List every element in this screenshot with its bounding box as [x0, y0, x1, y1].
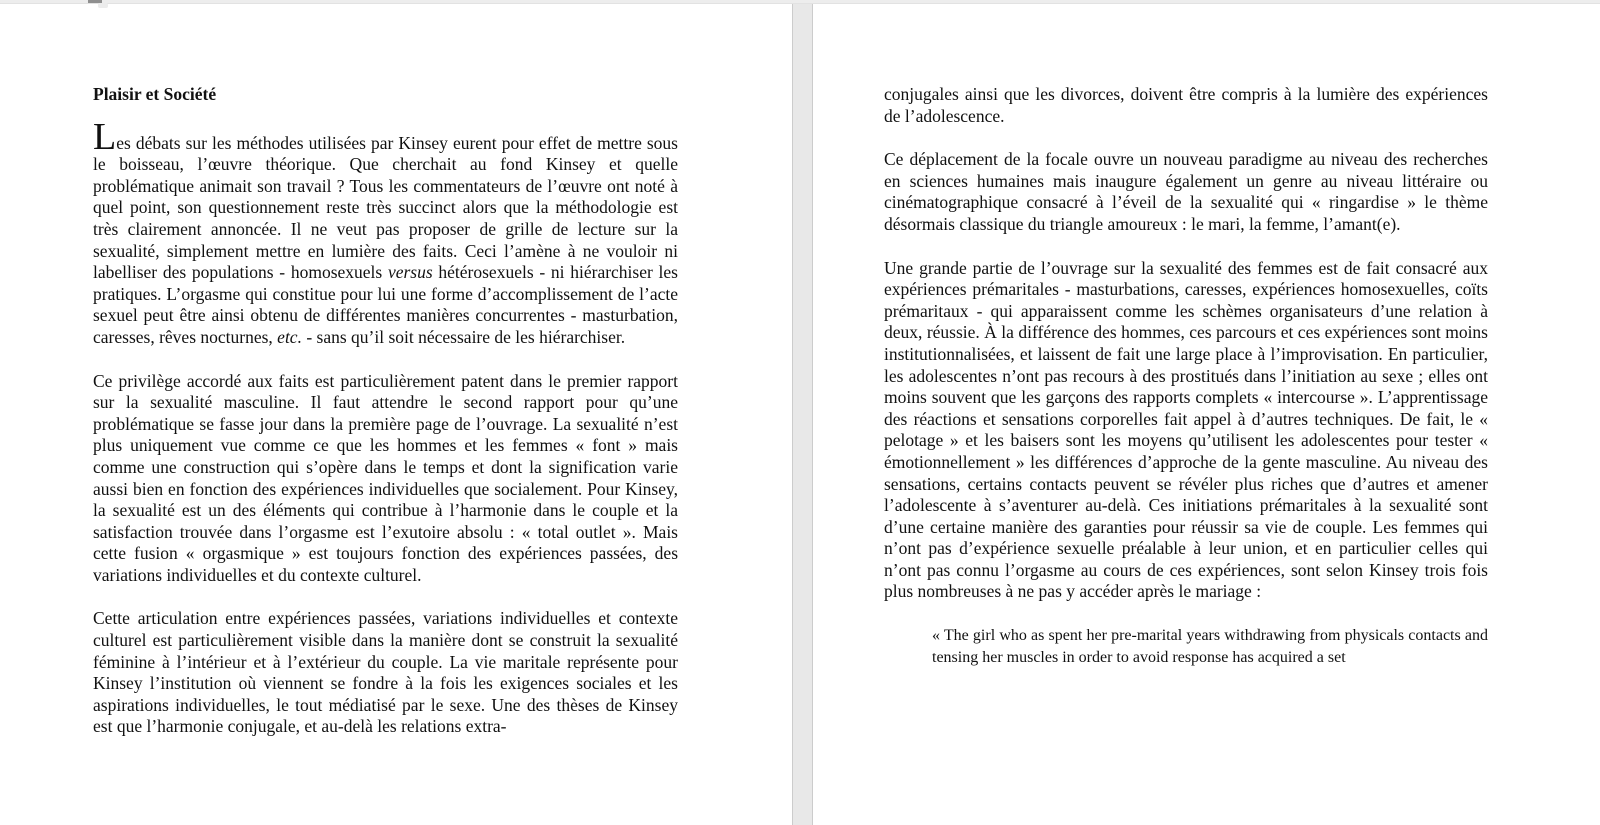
paragraph: Les débats sur les méthodes utilisées par Kinsey eurent pour effet de mettre sous le boisseau, l’œuvre théorique. Que cherchait au fond Kinsey et quelle problématique animait son travail ? Tous les commentateurs de l’œuvre ont noté à quel point, son questionnement reste très succinct alors que la méthodologie est très clairement annoncée. Il ne veut pas proposer de grille de lecture sur la sexualité, simplement mettre en lumière des faits. Ceci l’amène à ne vouloir ni labelliser des populations - homosexuels versus hétérosexuels - ni hiérarchiser les pratiques. L’orgasme qui constitue pour lui une forme d’accomplissement de l’acte sexuel peut être ainsi obtenu de différentes manières concurrentes - masturbation, caresses, rêves nocturnes, etc. - sans qu’il soit nécessaire de les hiérarchiser. [93, 115, 678, 347]
right-page [813, 4, 1600, 825]
right-page-content [884, 4, 1488, 669]
right-page-body [884, 84, 1488, 669]
left-page-content [93, 4, 678, 738]
blockquote: « The girl who as spent her pre-marital years withdrawing from physicals contacts and tensing her muscles in order to avoid response has acquired a set [932, 627, 1488, 667]
left-page-body [93, 115, 678, 738]
paragraph: Une grande partie de l’ouvrage sur la sexualité des femmes est de fait consacré aux expériences prémaritales - masturbations, caresses, expériences homosexuelles, coïts prémaritaux - qui apparaissent comme les schèmes organisateurs d’une relation à deux, réussie. À la différence des hommes, ces parcours et ces expériences sont moins institutionnalisées, et laissent de fait une large place à l’improvisation. En particulier, les adolescentes n’ont pas recours à des prostitués dans l’initiation au sexe ; elles ont moins souvent que les garçons des rapports complets « intercourse ». L’apprentissage des réactions et sensations corporelles fait appel à d’autres techniques. De fait, le « pelotage » et les baisers sont les moyens qu’utilisent les adolescentes pour tester « émotionnellement » les différences d’approche de la gente masculine. Au niveau des sensations, certains contacts peuvent se révéler plus riches que d’autres et amener l’adolescente à s’aventurer au-delà. Ces initiations prémaritales à la sexualité sont d’une certaine manière des garanties pour réussir sa vie de couple. Les femmes qui n’ont pas d’expérience sexuelle préalable à leur union, et en particulier celles qui n’ont pas connu l’orgasme au cours de ces expériences, sont selon Kinsey trois fois plus nombreuses à ne pas y accéder après le mariage : [884, 257, 1488, 602]
paragraph: Cette articulation entre expériences passées, variations individuelles et contexte culturel est particulièrement visible dans la manière dont se construit la sexualité féminine à l’intérieur et à l’extérieur du couple. La vie maritale représente pour Kinsey l’institution où viennent se fondre à la fois les exigences sociales et les aspirations individuelles, le tout médiatisé par le sexe. Une des thèses de Kinsey est que l’harmonie conjugale, et au-delà les relations extra- [93, 608, 678, 737]
top-scrollbar-track[interactable] [0, 0, 1600, 4]
left-page [0, 4, 792, 825]
paragraph: Ce déplacement de la focale ouvre un nouveau paradigme au niveau des recherches en sciences humaines mais inaugure également un genre au niveau littéraire ou cinématographique consacré à l’éveil de la sexualité qui « ringardise » le thème désormais classique du triangle amoureux : le mari, la femme, l’amant(e). [884, 149, 1488, 234]
top-strip-mark [98, 3, 108, 8]
section-title: Plaisir et Société [93, 84, 217, 104]
document-spread [0, 4, 1600, 825]
drop-cap-initial: L [93, 115, 117, 158]
paragraph: Ce privilège accordé aux faits est particulièrement patent dans le premier rapport sur la sexualité masculine. Il faut attendre le second rapport pour qu’une problématique se fasse jour dans la première page de l’ouvrage. La sexualité n’est plus uniquement vue comme ce que les hommes et les femmes « font » mais comme une construction qui s’opère dans le temps et dont la signification varie aussi bien en fonction des expériences individuelles que socialement. Pour Kinsey, la sexualité est un des éléments qui contribue à l’harmonie dans le couple et la satisfaction trouvée dans l’orgasme est l’exutoire absolu : « total outlet ». Mais cette fusion « orgasmique » est toujours fonction des expériences passées, des variations individuelles et du contexte culturel. [93, 370, 678, 585]
page-gap-divider [792, 4, 813, 825]
paragraph: conjugales ainsi que les divorces, doivent être compris à la lumière des expériences de l’adolescence. [884, 84, 1488, 126]
